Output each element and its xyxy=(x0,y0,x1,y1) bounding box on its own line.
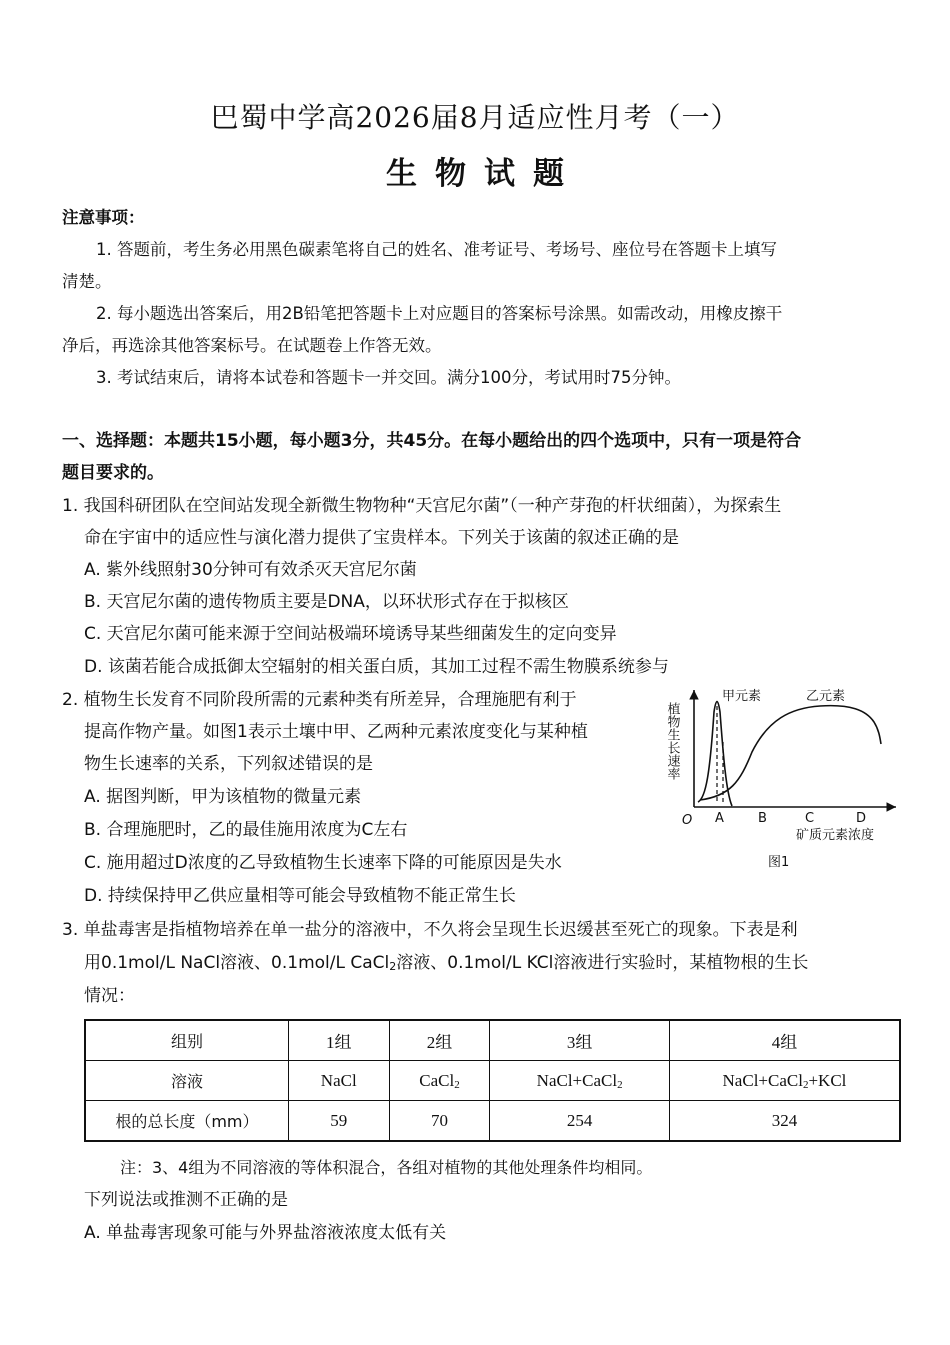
tick-a: A xyxy=(715,811,724,826)
q1-option-d: D. 该菌若能合成抵御太空辐射的相关蛋白质，其加工过程不需生物膜系统参与 xyxy=(84,657,669,677)
solution-text: NaCl+CaCl xyxy=(536,1070,618,1090)
section-heading-cont: 题目要求的。 xyxy=(62,463,164,483)
note-line: 3. 考试结束后，请将本试卷和答题卡一并交回。满分100分，考试用时75分钟。 xyxy=(96,368,681,387)
table-cell xyxy=(389,1061,490,1101)
q2-stem-cont: 提高作物产量。如图1表示土壤中甲、乙两种元素浓度变化与某种植 xyxy=(84,722,588,742)
solution-text: CaCl xyxy=(419,1070,455,1090)
q3-option-a: A. 单盐毒害现象可能与外界盐溶液浓度太低有关 xyxy=(84,1223,447,1243)
q3-stem-part-b: 溶液、0.1mol/L KCl溶液进行实验时，某植物根的生长 xyxy=(396,953,809,973)
q1-option-a: A. 紫外线照射30分钟可有效杀灭天宫尼尔菌 xyxy=(84,560,417,580)
q2-option-d: D. 持续保持甲乙供应量相等可能会导致植物不能正常生长 xyxy=(84,886,516,906)
solution-subscript: 2 xyxy=(617,1078,623,1091)
q3-stem-cont xyxy=(84,951,808,979)
table-cell: 59 xyxy=(288,1101,389,1142)
q2-stem-cont: 物生长速率的关系，下列叙述错误的是 xyxy=(84,754,373,774)
q1-stem-cont: 命在宇宙中的适应性与演化潜力提供了宝贵样本。下列关于该菌的叙述正确的是 xyxy=(84,528,679,548)
section-heading: 一、选择题：本题共15小题，每小题3分，共45分。在每小题给出的四个选项中，只有一项是符合 xyxy=(62,431,802,451)
note-line: 净后，再选涂其他答案标号。在试题卷上作答无效。 xyxy=(62,336,442,355)
note-line: 清楚。 xyxy=(62,272,112,291)
y-axis-label: 植物生长速率 xyxy=(664,702,680,780)
table-row xyxy=(85,1101,900,1142)
subscript-2: 2 xyxy=(389,960,397,973)
table-cell: 70 xyxy=(389,1101,490,1142)
table-row xyxy=(85,1020,900,1061)
figure-1-growth-curve xyxy=(660,682,910,872)
q3-ask: 下列说法或推测不正确的是 xyxy=(84,1190,288,1210)
table-cell: 1组 xyxy=(288,1020,389,1061)
note-line: 1. 答题前，考生务必用黑色碳素笔将自己的姓名、准考证号、考场号、座位号在答题卡上填写 xyxy=(96,240,777,259)
tick-d: D xyxy=(856,811,867,826)
notes-heading: 注意事项： xyxy=(62,208,145,227)
figure-caption: 图1 xyxy=(768,855,790,870)
tick-c: C xyxy=(805,811,815,826)
q3-stem-cont: 情况： xyxy=(84,986,135,1006)
solution-text: NaCl xyxy=(320,1070,357,1090)
solution-subscript: 2 xyxy=(454,1078,460,1091)
table-cell: 254 xyxy=(490,1101,670,1142)
q1-stem: 1. 我国科研团队在空间站发现全新微生物物种“天宫尼尔菌”（一种产芽孢的杆状细菌），为探索生 xyxy=(62,496,782,516)
table-cell xyxy=(669,1061,900,1101)
solution-text-kcl: +KCl xyxy=(808,1070,847,1090)
table-cell xyxy=(490,1061,670,1101)
x-axis-label: 矿质元素浓度 xyxy=(796,828,875,843)
table-cell: 溶液 xyxy=(85,1061,288,1101)
q1-option-b: B. 天宫尼尔菌的遗传物质主要是DNA，以环状形式存在于拟核区 xyxy=(84,592,569,612)
origin-label: O xyxy=(682,813,693,828)
curve-jia-label: 甲元素 xyxy=(722,689,762,704)
exam-title: 巴蜀中学高2026届8月适应性月考（一） xyxy=(210,101,740,134)
q3-stem: 3. 单盐毒害是指植物培养在单一盐分的溶液中，不久将会呈现生长迟缓甚至死亡的现象。下表是利 xyxy=(62,920,798,940)
q1-option-c: C. 天宫尼尔菌可能来源于空间站极端环境诱导某些细菌发生的定向变异 xyxy=(84,624,617,644)
tick-b: B xyxy=(758,811,767,826)
table-cell: 2组 xyxy=(389,1020,490,1061)
q3-results-table xyxy=(84,1019,901,1142)
solution-text: NaCl+CaCl xyxy=(722,1070,803,1090)
table-cell: 4组 xyxy=(669,1020,900,1061)
curve-yi-label: 乙元素 xyxy=(806,689,846,704)
q2-stem: 2. 植物生长发育不同阶段所需的元素种类有所差异，合理施肥有利于 xyxy=(62,690,577,710)
q2-option-a: A. 据图判断，甲为该植物的微量元素 xyxy=(84,787,362,807)
table-row xyxy=(85,1061,900,1101)
subject-title: 生物试题 xyxy=(386,156,582,192)
table-cell: 根的总长度（mm） xyxy=(85,1101,288,1142)
table-cell xyxy=(288,1061,389,1101)
solution-subscript: 2 xyxy=(802,1078,809,1091)
q2-option-c: C. 施用超过D浓度的乙导致植物生长速率下降的可能原因是失水 xyxy=(84,853,562,873)
table-cell: 组别 xyxy=(85,1020,288,1061)
q3-stem-part-a: 用0.1mol/L NaCl溶液、0.1mol/L CaCl xyxy=(84,953,390,973)
table-cell: 3组 xyxy=(490,1020,670,1061)
q2-option-b: B. 合理施肥时，乙的最佳施用浓度为C左右 xyxy=(84,820,408,840)
note-line: 2. 每小题选出答案后，用2B铅笔把答题卡上对应题目的答案标号涂黑。如需改动，用橡皮擦干 xyxy=(96,304,783,323)
table-note: 注：3、4组为不同溶液的等体积混合，各组对植物的其他处理条件均相同。 xyxy=(120,1158,653,1177)
table-cell: 324 xyxy=(669,1101,900,1142)
